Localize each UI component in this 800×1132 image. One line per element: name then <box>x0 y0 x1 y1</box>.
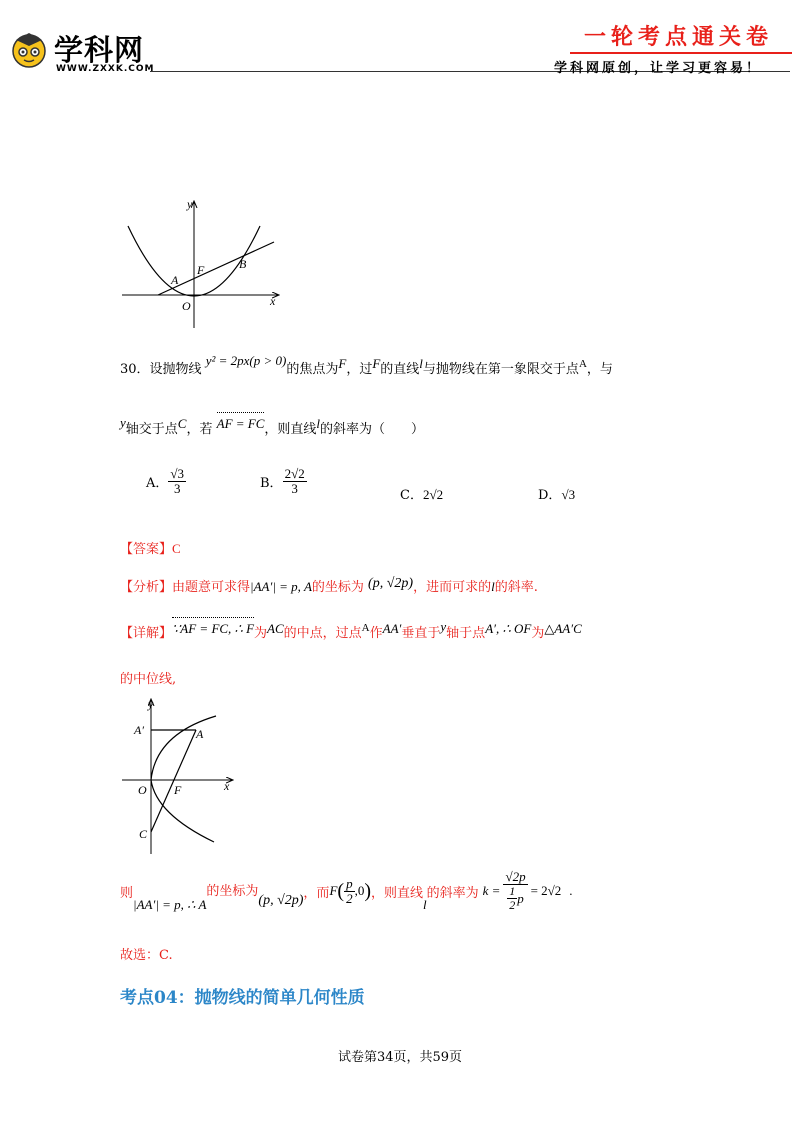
parabola-equation: y² = 2px(p > 0) <box>205 353 287 368</box>
point-c-label: C <box>139 827 148 841</box>
conclusion: 故选：C. <box>120 948 173 963</box>
option-a: A． $\frac{√3}{3}$ <box>146 466 185 497</box>
section-title: 考点04：抛物线的简单几何性质 <box>120 988 365 1008</box>
point-f-label: F <box>197 263 205 277</box>
slogan: 学科网原创，让学习更容易！ <box>554 61 763 76</box>
y-label: y <box>187 197 193 211</box>
origin-label: O <box>138 783 147 797</box>
option-d: D．√3 <box>538 487 576 503</box>
page-footer: 试卷第34页，共59页 <box>337 1050 463 1065</box>
series-title: 一轮考点通关卷 <box>584 24 774 50</box>
title-underline <box>570 52 792 54</box>
logo-text: 学科网 <box>54 33 145 67</box>
point-b-label: B <box>239 257 247 271</box>
result-line: 则 |AA′| = p, ∴ A 的坐标为 (p, √2p) ，而 F ( $\frac{p}{2}$ ,0 ) ，则直线 l 的斜率为 k = √2p $\frac{1}{2}$ p = 2√2 . <box>120 869 573 913</box>
parabola-upper <box>151 716 216 780</box>
x-label: x <box>270 294 276 308</box>
answer: 【答案】C <box>120 541 181 557</box>
question-line-1: 30．设抛物线 y² = 2px(p > 0)的焦点为F，过F的直线l与抛物线在第一象限交于点$^A$，与 <box>120 353 613 377</box>
origin-label: O <box>182 299 191 313</box>
logo-url: WWW.ZXXK.COM <box>56 64 155 74</box>
x-label: x <box>224 779 230 793</box>
parabola-line-figure-1 <box>118 196 288 336</box>
detail-line-2: 的中位线, <box>120 672 177 687</box>
analysis: 【分析】由题意可求得|AA′| = p, A的坐标为 (p, √2p)，进而可求的l的斜率. <box>120 576 538 595</box>
y-label: y <box>148 697 154 711</box>
point-a-label: A <box>196 727 204 741</box>
point-a-label: A <box>171 273 179 287</box>
logo-icon <box>10 30 48 68</box>
option-c: C．2√2 <box>400 487 444 503</box>
parabola-line-figure-2 <box>118 694 248 858</box>
question-number: 30． <box>120 362 150 377</box>
question-line-2: y轴交于点C，若 AF = FC，则直线l的斜率为（ ） <box>120 415 425 437</box>
detail: 【详解】∵AF = FC, ∴ F为AC的中点，过点$^A$作AA′垂直于y轴于点A′, ∴ OF为△AA′C <box>120 619 582 641</box>
option-b: B． $\frac{2√2}{3}$ <box>260 466 305 497</box>
vector-condition: AF = FC <box>216 416 265 431</box>
line-l <box>158 242 274 295</box>
point-f-label: F <box>174 783 182 797</box>
point-a-prime-label: A′ <box>134 723 144 737</box>
